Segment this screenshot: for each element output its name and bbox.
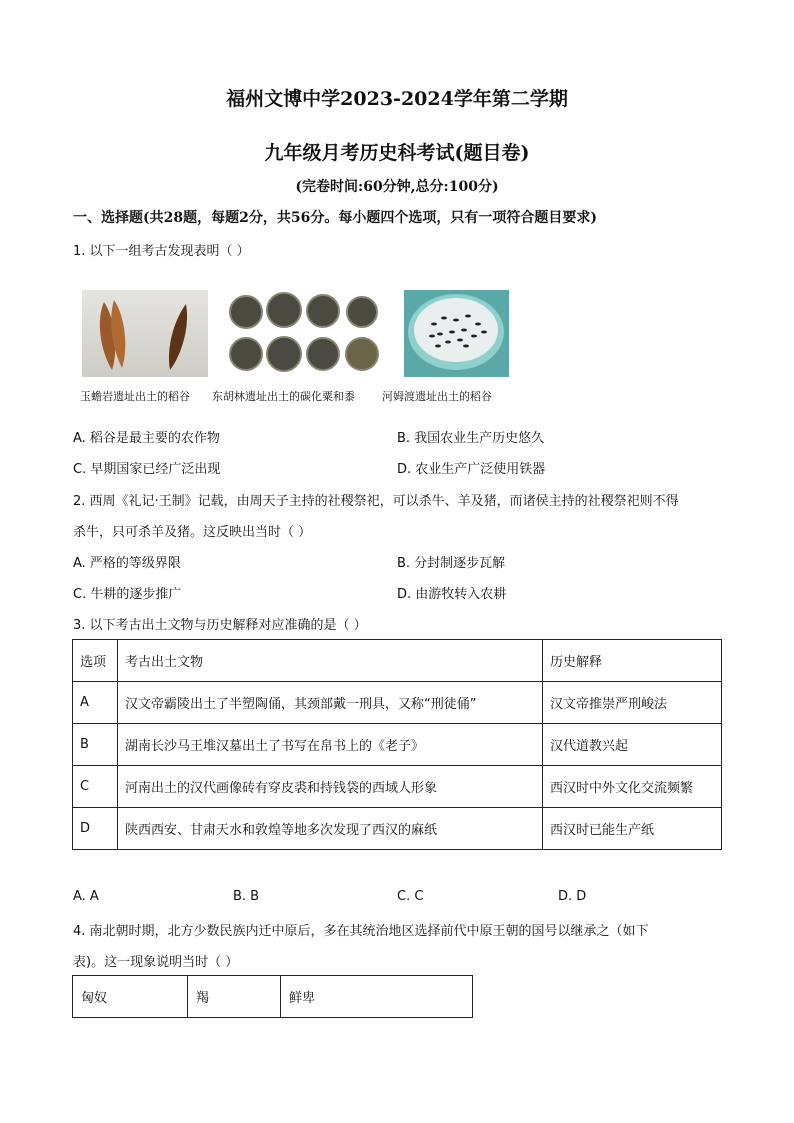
q1-option-c[interactable]: C. 早期国家已经广泛出现 xyxy=(73,462,221,477)
q2-stem-line1: 2. 西周《礼记·王制》记载，由周天子主持的社稷祭祀，可以杀牛、羊及猪，而诸侯主持的社稷祭祀则不得 xyxy=(73,494,679,509)
q2-option-c[interactable]: C. 牛耕的逐步推广 xyxy=(73,587,182,602)
q1-option-d[interactable]: D. 农业生产广泛使用铁器 xyxy=(397,462,546,477)
table-header-cell: 选项 xyxy=(73,640,118,682)
table-row xyxy=(73,766,722,808)
rice-bowl-photo xyxy=(404,290,509,377)
table-cell: 河南出土的汉代画像砖有穿皮裘和持钱袋的西域人形象 xyxy=(118,766,543,808)
rice-grain-photo-1 xyxy=(82,290,208,377)
q2-option-d[interactable]: D. 由游牧转入农耕 xyxy=(397,587,507,602)
q4-table xyxy=(72,975,473,1018)
q4-stem-line2: 表)。这一现象说明当时（ ） xyxy=(73,955,239,970)
q2-stem-line2: 杀牛，只可杀羊及猪。这反映出当时（ ） xyxy=(73,525,312,540)
table-header-cell: 历史解释 xyxy=(543,640,722,682)
table-cell: 湖南长沙马王堆汉墓出土了书写在帛书上的《老子》 xyxy=(118,724,543,766)
q1-stem: 1. 以下一组考古发现表明（ ） xyxy=(73,244,250,259)
table-cell: 陕西西安、甘肃天水和敦煌等地多次发现了西汉的麻纸 xyxy=(118,808,543,850)
table-cell: 鲜卑 xyxy=(281,976,473,1018)
table-row xyxy=(73,682,722,724)
q1-caption-2: 东胡林遗址出土的碳化粟和黍 xyxy=(212,390,355,403)
table-row xyxy=(73,976,473,1018)
table-cell: 汉文帝推崇严刑峻法 xyxy=(543,682,722,724)
table-cell: B xyxy=(73,724,118,766)
q3-option-b[interactable]: B. B xyxy=(233,889,260,904)
table-cell: 羯 xyxy=(188,976,281,1018)
table-cell: D xyxy=(73,808,118,850)
table-header-row xyxy=(73,640,722,682)
exam-title: 福州文博中学2023-2024学年第二学期 xyxy=(226,88,568,110)
q3-stem: 3. 以下考古出土文物与历史解释对应准确的是（ ） xyxy=(73,618,367,633)
table-cell: C xyxy=(73,766,118,808)
table-cell: A xyxy=(73,682,118,724)
table-cell: 西汉时已能生产纸 xyxy=(543,808,722,850)
table-cell: 汉文帝霸陵出土了半塑陶俑，其颈部戴一刑具，又称“刑徒俑” xyxy=(118,682,543,724)
q3-option-a[interactable]: A. A xyxy=(73,889,99,904)
q3-table xyxy=(72,639,722,850)
table-header-cell: 考古出土文物 xyxy=(118,640,543,682)
millet-photo xyxy=(226,290,382,377)
table-row xyxy=(73,808,722,850)
exam-time-note: (完卷时间:60分钟,总分:100分) xyxy=(295,179,499,195)
section-heading: 一、选择题(共28题，每题2分，共56分。每小题四个选项，只有一项符合题目要求) xyxy=(73,210,597,226)
q1-caption-1: 玉蟾岩遗址出土的稻谷 xyxy=(80,390,190,403)
table-cell: 汉代道教兴起 xyxy=(543,724,722,766)
q1-caption-3: 河姆渡遗址出土的稻谷 xyxy=(382,390,492,403)
table-cell: 匈奴 xyxy=(73,976,188,1018)
q1-option-a[interactable]: A. 稻谷是最主要的农作物 xyxy=(73,431,220,446)
q3-option-c[interactable]: C. C xyxy=(397,889,424,904)
table-row xyxy=(73,724,722,766)
q1-option-b[interactable]: B. 我国农业生产历史悠久 xyxy=(397,431,545,446)
q3-option-d[interactable]: D. D xyxy=(558,889,587,904)
q4-stem-line1: 4. 南北朝时期，北方少数民族内迁中原后，多在其统治地区选择前代中原王朝的国号以继承之（如下 xyxy=(73,924,649,939)
exam-subtitle: 九年级月考历史科考试(题目卷) xyxy=(264,142,530,164)
q2-option-b[interactable]: B. 分封制逐步瓦解 xyxy=(397,556,506,571)
table-cell: 西汉时中外文化交流频繁 xyxy=(543,766,722,808)
q2-option-a[interactable]: A. 严格的等级界限 xyxy=(73,556,181,571)
